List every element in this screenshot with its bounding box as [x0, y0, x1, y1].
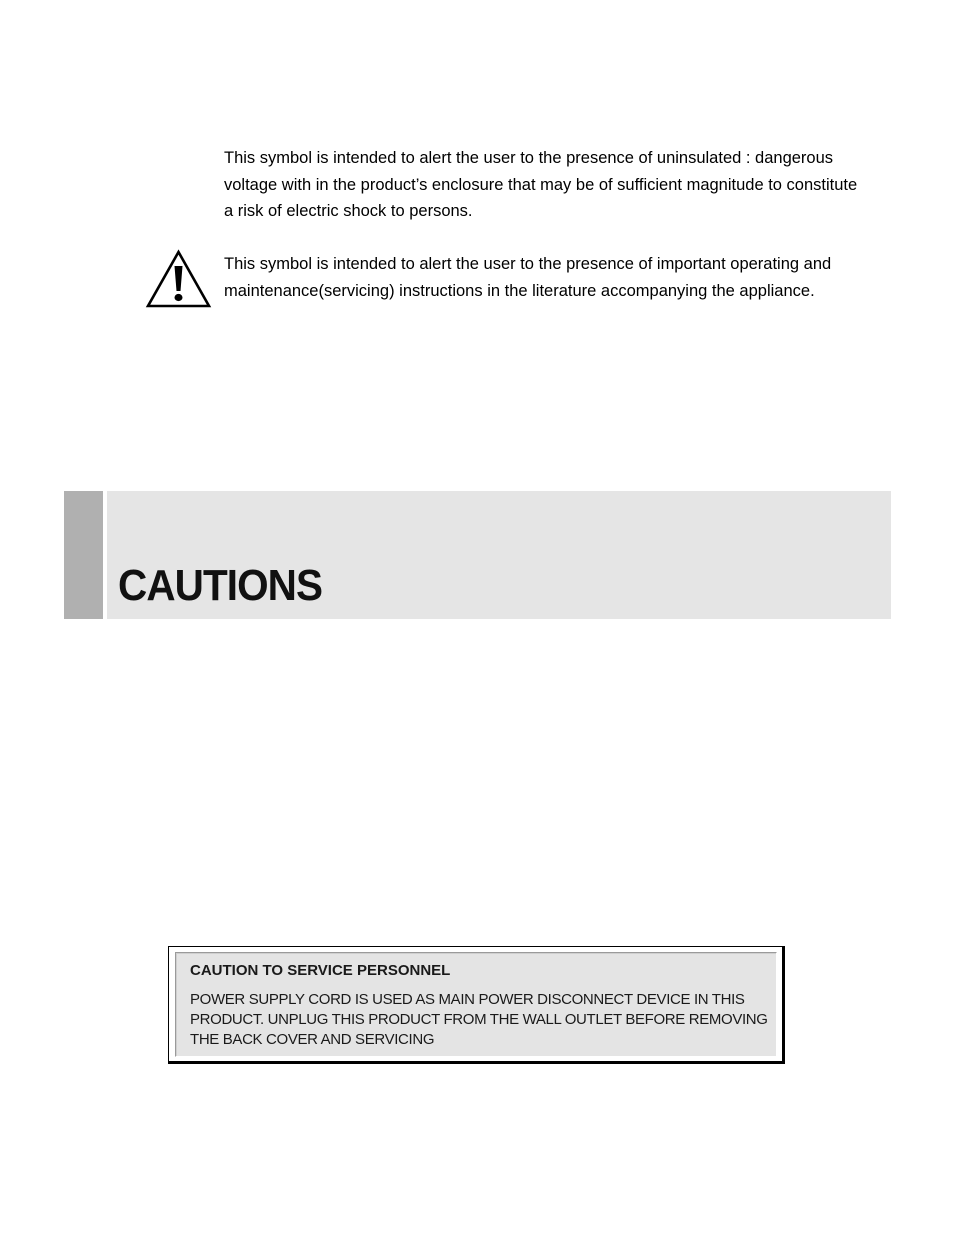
- header-background: [107, 491, 891, 619]
- section-title: CAUTIONS: [118, 561, 323, 610]
- header-accent-stripe: [64, 491, 103, 619]
- service-notice-title: CAUTION TO SERVICE PERSONNEL: [190, 962, 451, 979]
- service-notice-panel: [175, 952, 777, 1057]
- service-caution-notice: [168, 946, 785, 1064]
- warning-exclamation-icon: [145, 249, 212, 309]
- warning-symbol-description: This symbol is intended to alert the user to the presence of important operating and maintenance(servicing) instructions in the literature accompanying the appliance.: [224, 255, 832, 300]
- electric-shock-symbol-description: This symbol is intended to alert the user to the presence of uninsulated : dangerous voltage with in the product’s enclosure that may be of sufficient magnitude to constitute a risk of electric shock to persons.: [224, 149, 858, 220]
- cautions-section-header: [64, 491, 891, 619]
- service-notice-body: POWER SUPPLY CORD IS USED AS MAIN POWER DISCONNECT DEVICE IN THIS PRODUCT. UNPLUG THIS PRODUCT FROM THE WALL OUTLET BEFORE REMOVING THE BACK COVER AND SERVICING: [190, 991, 768, 1048]
